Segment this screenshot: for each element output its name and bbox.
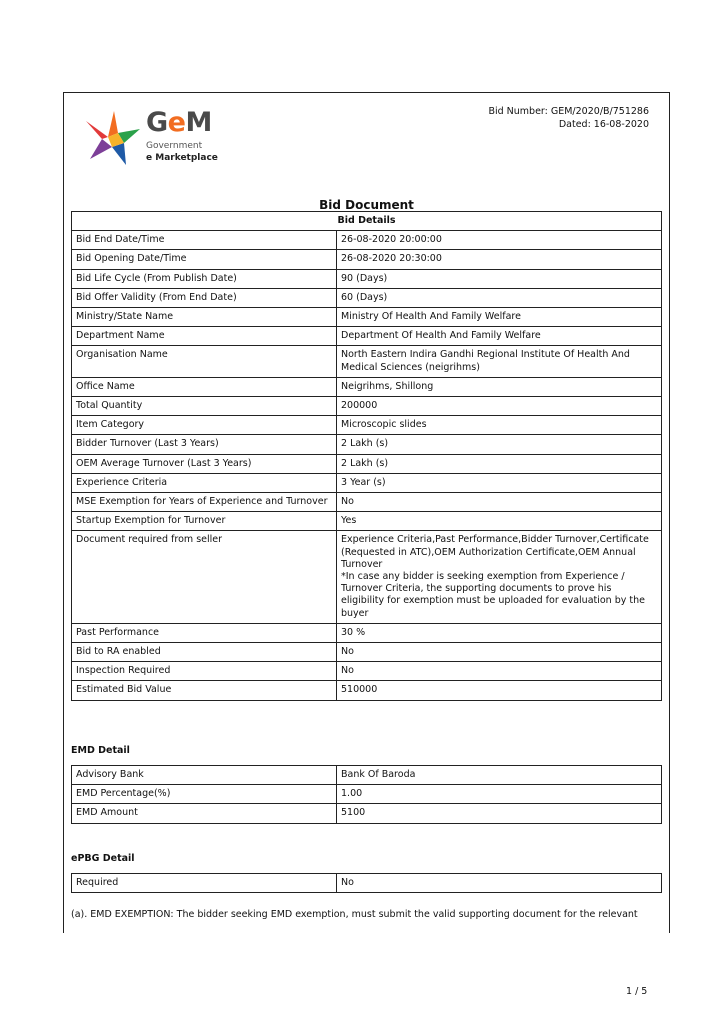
gem-logo: [84, 107, 224, 167]
row-value: 1.00: [337, 785, 662, 804]
row-label: Bid End Date/Time: [72, 231, 337, 250]
emd-exemption-note: (a). EMD EXEMPTION: The bidder seeking EMD exemption, must submit the valid supporting document for the relevant: [71, 909, 638, 920]
bid-date: Dated: 16-08-2020: [558, 119, 649, 130]
table-row: [72, 250, 662, 269]
table-row: [72, 662, 662, 681]
row-value: 26-08-2020 20:30:00: [337, 250, 662, 269]
row-value: Bank Of Baroda: [337, 766, 662, 785]
table-row: [72, 397, 662, 416]
row-value: No: [337, 643, 662, 662]
table-row: [72, 874, 662, 893]
bid-number: Bid Number: GEM/2020/B/751286: [488, 106, 649, 117]
table-row: [72, 454, 662, 473]
table-row: [72, 269, 662, 288]
row-label: Required: [72, 874, 337, 893]
logo-line-emarketplace: e Marketplace: [146, 153, 218, 163]
table-row: [72, 327, 662, 346]
table-row: [72, 346, 662, 377]
row-value: 200000: [337, 397, 662, 416]
row-value: Neigrihms, Shillong: [337, 377, 662, 396]
row-label: EMD Amount: [72, 804, 337, 823]
table-row: [72, 493, 662, 512]
row-value: 26-08-2020 20:00:00: [337, 231, 662, 250]
table-row: [72, 804, 662, 823]
table-row: [72, 623, 662, 642]
row-value: 510000: [337, 681, 662, 700]
row-label: Experience Criteria: [72, 473, 337, 492]
row-label: Total Quantity: [72, 397, 337, 416]
table-row: [72, 308, 662, 327]
row-label: OEM Average Turnover (Last 3 Years): [72, 454, 337, 473]
row-label: Advisory Bank: [72, 766, 337, 785]
row-label: Startup Exemption for Turnover: [72, 512, 337, 531]
emd-detail-table: [71, 765, 662, 824]
row-label: Document required from seller: [72, 531, 337, 623]
row-value: 2 Lakh (s): [337, 454, 662, 473]
row-label: Past Performance: [72, 623, 337, 642]
exemption-note: *In case any bidder is seeking exemption from Experience / Turnover Criteria, the supporting documents to prove his eligibility for exemption must be uploaded for evaluation by the buyer: [341, 571, 645, 619]
row-value: 5100: [337, 804, 662, 823]
table-row: [72, 531, 662, 623]
table-row: [72, 288, 662, 307]
row-value: 60 (Days): [337, 288, 662, 307]
bid-details-table: [71, 211, 662, 701]
row-label: Bid Life Cycle (From Publish Date): [72, 269, 337, 288]
gem-star-icon: [84, 107, 142, 167]
row-value: 2 Lakh (s): [337, 435, 662, 454]
bid-number-block: [488, 105, 649, 131]
table-row: [72, 377, 662, 396]
page-number: 1 / 5: [626, 986, 648, 997]
page-frame: [63, 92, 670, 933]
row-label: Ministry/State Name: [72, 308, 337, 327]
row-value: 90 (Days): [337, 269, 662, 288]
epbg-detail-heading: ePBG Detail: [71, 853, 135, 864]
gem-wordmark: GeM: [146, 107, 212, 138]
table-row: [72, 435, 662, 454]
row-value: Yes: [337, 512, 662, 531]
table-header-row: [72, 212, 662, 231]
row-value: Department Of Health And Family Welfare: [337, 327, 662, 346]
document-title: Bid Document: [319, 198, 414, 212]
row-value: Microscopic slides: [337, 416, 662, 435]
table-row: [72, 681, 662, 700]
emd-detail-heading: EMD Detail: [71, 745, 130, 756]
row-label: Bidder Turnover (Last 3 Years): [72, 435, 337, 454]
row-value: [337, 531, 662, 623]
table-row: [72, 766, 662, 785]
table-row: [72, 416, 662, 435]
table-row: [72, 785, 662, 804]
row-value: No: [337, 874, 662, 893]
row-label: Item Category: [72, 416, 337, 435]
logo-line-government: Government: [146, 141, 203, 151]
table-row: [72, 231, 662, 250]
bid-details-heading: Bid Details: [72, 212, 662, 231]
row-label: Office Name: [72, 377, 337, 396]
row-label: Bid Offer Validity (From End Date): [72, 288, 337, 307]
row-label: EMD Percentage(%): [72, 785, 337, 804]
row-label: Inspection Required: [72, 662, 337, 681]
row-value: Ministry Of Health And Family Welfare: [337, 308, 662, 327]
row-value: North Eastern Indira Gandhi Regional Institute Of Health And Medical Sciences (neigrihms): [337, 346, 662, 377]
documents-list: Experience Criteria,Past Performance,Bidder Turnover,Certificate (Requested in ATC),OEM Authorization Certificate,OEM Annual Turnover: [341, 534, 649, 570]
table-row: [72, 473, 662, 492]
epbg-detail-table: [71, 873, 662, 893]
table-row: [72, 512, 662, 531]
row-label: Estimated Bid Value: [72, 681, 337, 700]
row-value: No: [337, 662, 662, 681]
table-row: [72, 643, 662, 662]
row-value: No: [337, 493, 662, 512]
row-label: Bid Opening Date/Time: [72, 250, 337, 269]
row-label: Bid to RA enabled: [72, 643, 337, 662]
row-label: Department Name: [72, 327, 337, 346]
row-label: MSE Exemption for Years of Experience and Turnover: [72, 493, 337, 512]
row-value: 30 %: [337, 623, 662, 642]
row-label: Organisation Name: [72, 346, 337, 377]
row-value: 3 Year (s): [337, 473, 662, 492]
